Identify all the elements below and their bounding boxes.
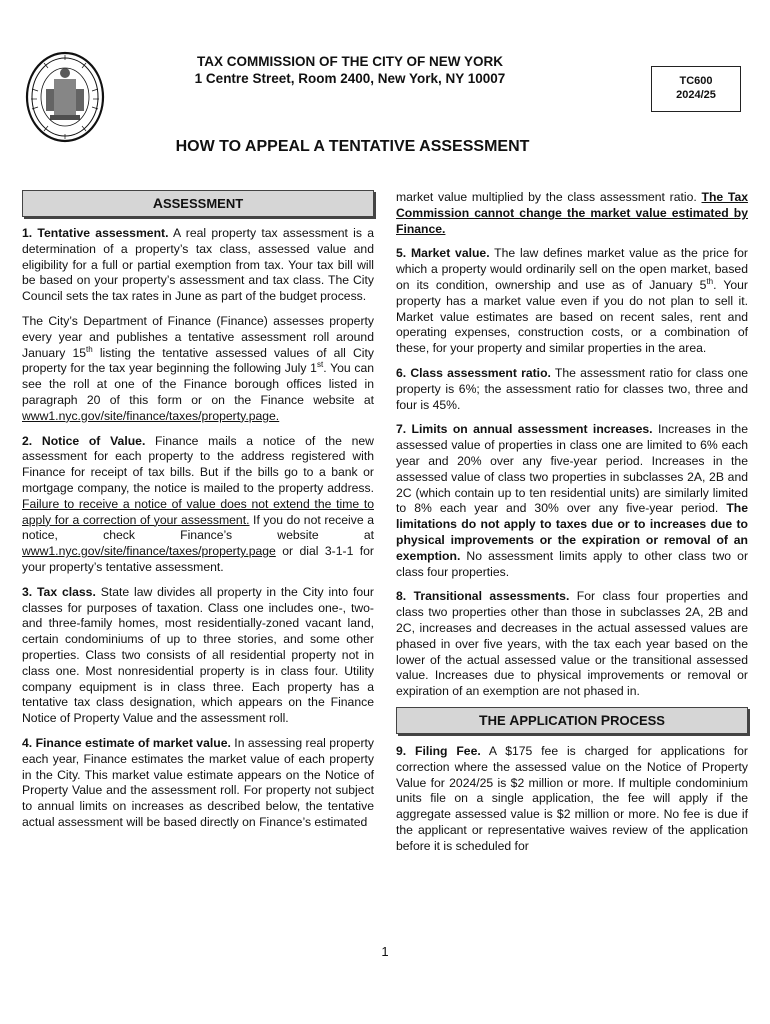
paragraph-6: 6. Class assessment ratio. The assessment ratio for class one property is 6%; the assessment ratio for classes two, three and four is 45%. xyxy=(396,365,748,412)
paragraph-5: 5. Market value. The law defines market value as the price for which a property would ordinarily sell on the open market, based on its condition, ownership and use as of January 5th. Your property has a market value even if you do not plan to sell it. Market value estimates are based on recent sales, rent and operating expenses, construction costs, or a combination of these, for your property and similar properties in the area. xyxy=(396,246,748,356)
paragraph-2-heading: 2. Notice of Value. xyxy=(22,433,146,448)
section-header-assessment: ASSESSMENT xyxy=(22,190,374,217)
paragraph-1: 1. Tentative assessment. A real property tax assessment is a determination of a property’s tax class, assessed value and eligibility for a full or partial exemption from tax. Your tax bill will be based on your property’s assessment and tax class. The City Council sets the tax rates in June as part of the budget process. xyxy=(22,226,374,304)
form-number: TC600 xyxy=(679,75,713,87)
agency-header xyxy=(140,53,560,87)
paragraph-5-heading: 5. Market value. xyxy=(396,246,490,261)
paragraph-6-heading: 6. Class assessment ratio. xyxy=(396,365,551,380)
agency-name: TAX COMMISSION OF THE CITY OF NEW YORK xyxy=(196,54,503,69)
paragraph-9: 9. Filing Fee. A $175 fee is charged for applications for correction where the assessed value on the Notice of Property Value for 2024/25 is $2 million or more. If multiple condominium units file on a single application, the fee will apply if the aggregate assessed value is $2 million or more. No fee is due if the applicant or representative waives review of the application before it is scheduled for xyxy=(396,743,748,853)
agency-address: 1 Centre Street, Room 2400, New York, NY 10007 xyxy=(194,71,506,86)
page-number: 1 xyxy=(381,944,389,959)
paragraph-8-heading: 8. Transitional assessments. xyxy=(396,589,570,604)
paragraph-9-heading: 9. Filing Fee. xyxy=(396,743,481,758)
section-header-application-process: THE APPLICATION PROCESS xyxy=(396,707,748,734)
form-year: 2024/25 xyxy=(676,89,716,101)
city-seal-icon xyxy=(24,49,106,144)
document-title: HOW TO APPEAL A TENTATIVE ASSESSMENT xyxy=(175,138,530,155)
paragraph-3-heading: 3. Tax class. xyxy=(22,584,96,599)
paragraph-8: 8. Transitional assessments. For class four properties and class two properties other than those in subclasses 2A, 2B and 2C, increases and decreases in the actual assessed values are phased in over five years, with the tax each year based on the lower of the actual assessed value or the transitional assessed value. Increases due to physical improvements or removal or expiration of an exemption are not phased in. xyxy=(396,589,748,699)
finance-website-link-2[interactable]: www1.nyc.gov/site/finance/taxes/property.page xyxy=(22,544,276,559)
paragraph-4: 4. Finance estimate of market value. In assessing real property each year, Finance estimates the market value of each property in the City. This market value estimate appears on the Notice of Property Value and the assessment roll. For property not subject to annual limits on increases as described below, the tentative actual assessment will be based directly on Finance’s estimated xyxy=(22,735,374,829)
paragraph-4-continued: market value multiplied by the class assessment ratio. The Tax Commission cannot change the market value estimated by Finance. xyxy=(396,190,749,236)
paragraph-3: 3. Tax class. State law divides all property in the City into four classes for purposes of taxation. Class one includes one-, two- and three-family homes, most residentially-zoned vacant land, certain condominiums of up to three stories, and some other properties. Class two consists of all residential property not in class one. Most nonresidential property is in class four. Utility company equipment is in class three. Each property has a tentative tax class designation, which appears on the Finance Notice of Property Value and the assessment roll. xyxy=(22,584,374,726)
paragraph-1-continued: The City’s Department of Finance (Finance) assesses property every year and publishes a tentative assessment roll around January 15th listing the tentative assessed values of all City property for the tax year beginning the following July 1st. You can see the roll at one of the Finance borough offices listed in paragraph 20 of this form or on the Finance website at www1.nyc.gov/site/finance/taxes/property.page. xyxy=(22,313,374,423)
paragraph-7-heading: 7. Limits on annual assessment increases. xyxy=(396,422,653,437)
paragraph-4-heading: 4. Finance estimate of market value. xyxy=(22,735,231,750)
paragraph-2: 2. Notice of Value. Finance mails a notice of the new assessment for each property to the address registered with Finance for receipt of tax bills. But if the bills go to a bank or mortgage company, the notice is mailed to the property address. Failure to receive a notice of value does not extend the time to apply for a correction of your assessment. If you do not receive a notice, check Finance’s website at www1.nyc.gov/site/finance/taxes/property.page or dial 3-1-1 for your property’s tentative assessment. xyxy=(22,433,374,574)
left-column xyxy=(22,190,374,840)
right-column xyxy=(396,190,748,863)
paragraph-7: 7. Limits on annual assessment increases. Increases in the assessed value of properties in class one are limited to 6% each year and 20% over any five-year period. Increases in the assessed value of class two properties in subclasses 2A, 2B and 2C (which contain up to ten residential units) are similarly limited to 8% each year and 30% over any five-year period. The limitations do not apply to taxes due or to increases due to physical improvements or the expiration or removal of an exemption. No assessment limits apply to other class two or class four properties. xyxy=(396,422,748,579)
form-id-box xyxy=(651,66,741,112)
finance-website-link[interactable]: www1.nyc.gov/site/finance/taxes/property.page. xyxy=(22,408,280,423)
paragraph-1-heading: 1. Tentative assessment. xyxy=(22,226,169,240)
